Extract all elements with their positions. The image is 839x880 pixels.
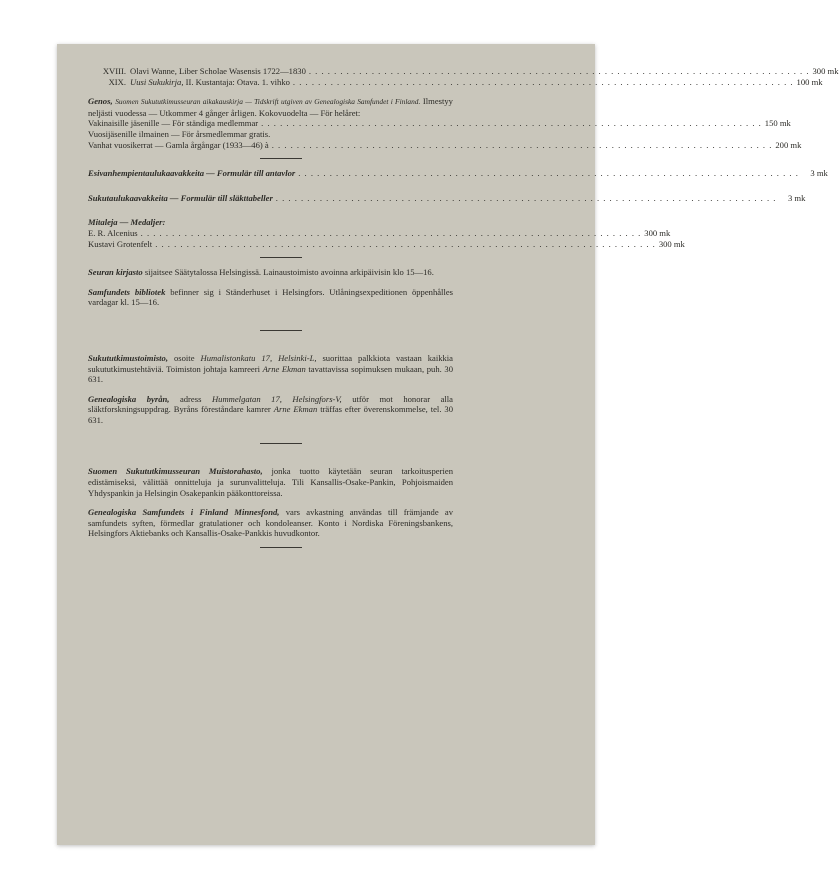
publication-price: 300 mk bbox=[812, 66, 839, 76]
fund-fi: Suomen Sukututkimusseuran Muistorahasto, jonka tuotto käytetään seuran tarkoitusperien edistämiseksi, välittää onnitteluja ja surunvalitteluja. Tili Kansallis-Osake-Pankin, Pohjoismaiden Yhdyspankin ja Helsingin Osakepankin pääkonttoreissa. bbox=[88, 466, 453, 498]
publication-title: Uusi Sukukirja, II. Kustantaja: Otava. 1. vihko bbox=[130, 76, 290, 87]
divider bbox=[260, 330, 302, 331]
genos-description bbox=[88, 96, 453, 118]
genos-subtitle: Suomen Sukututkimusseuran aikakauskirja — Tidskrift utgiven av Genealogiska Samfundet i Finland. bbox=[115, 97, 421, 107]
publication-row bbox=[88, 66, 839, 77]
dot-leader bbox=[272, 140, 773, 151]
dot-leader bbox=[309, 66, 810, 77]
dot-leader bbox=[155, 239, 656, 250]
divider bbox=[260, 443, 302, 444]
medal-row: E. R. Alcenius . . . 300 mk bbox=[88, 228, 453, 239]
genos-price-row: Vakinaisille jäsenille — För ständiga medlemmar . . . 150 mk bbox=[88, 118, 453, 129]
divider bbox=[260, 547, 302, 548]
dot-leader bbox=[276, 193, 777, 204]
divider bbox=[260, 158, 302, 159]
library-sv: Samfundets bibliotek befinner sig i Ständerhuset i Helsingfors. Utlåningsexpeditionen öppenhålles vardagar kl. 15—16. bbox=[88, 286, 453, 308]
medals-heading: Mitaleja — Medaljer: bbox=[88, 217, 166, 228]
dot-leader bbox=[293, 77, 794, 88]
dot-leader bbox=[298, 168, 799, 179]
form-row: Sukutaulukaavakkeita — Formulär till släkttabeller . . . 3 mk bbox=[88, 193, 453, 204]
publication-number: XIX. bbox=[108, 76, 126, 87]
medal-row: Kustavi Grotenfelt . . . 300 mk bbox=[88, 239, 453, 250]
genos-price-row: Vanhat vuosikerrat — Gamla årgångar (1933—46) à . . . 200 mk bbox=[88, 140, 453, 151]
publication-price: 100 mk bbox=[796, 76, 823, 87]
publication-title: Olavi Wanne, Liber Scholae Wasensis 1722—1830 bbox=[130, 66, 306, 76]
genos-title: Genos, bbox=[88, 96, 113, 107]
office-sv: Genealogiska byrån, adress Hummelgatan 17, Helsingfors-V, utför mot honorar alla släktforskningsuppdrag. Byråns föreståndare kamrer Arne Ekman träffas efter överenskommelse, tel. 30 631. bbox=[88, 393, 453, 425]
library-fi: Seuran kirjasto sijaitsee Säätytalossa Helsingissä. Lainaustoimisto avoinna arkipäivisin klo 15—16. bbox=[88, 267, 434, 278]
genos-frequency: Ilmestyy neljästi vuodessa — Utkommer 4 gånger årligen. Kokovuodelta — För helåret: bbox=[88, 96, 453, 118]
dot-leader bbox=[261, 118, 762, 129]
office-fi: Sukututkimustoimisto, osoite Humalistonkatu 17, Helsinki-L, suorittaa palkkiota vastaan kaikkia sukututkimustehtäviä. Toimiston johtaja kamreeri Arne Ekman tavattavissa sopimuksen mukaan, puh. 30 631. bbox=[88, 352, 454, 385]
form-row: Esivanhempientaulukaavakkeita — Formulär till antavlor . . . 3 mk bbox=[88, 168, 453, 179]
fund-sv: Genealogiska Samfundets i Finland Minnesfond, vars avkastning användas till främjande av samfundets syften, förmedlar gratulationer och kondoleanser. Konto i Nordiska Föreningsbankens, Helsingfors Aktiebanks och Kansallis-Osake-Pankkis huvudkontor. bbox=[88, 507, 454, 539]
publication-number: XVIII. bbox=[102, 66, 126, 76]
cover-text bbox=[88, 66, 839, 556]
publication-row bbox=[88, 76, 823, 88]
dot-leader bbox=[141, 228, 642, 239]
divider bbox=[260, 257, 302, 258]
genos-price-row: Vuosijäsenille ilmainen — För årsmedlemmar gratis. bbox=[88, 128, 271, 139]
